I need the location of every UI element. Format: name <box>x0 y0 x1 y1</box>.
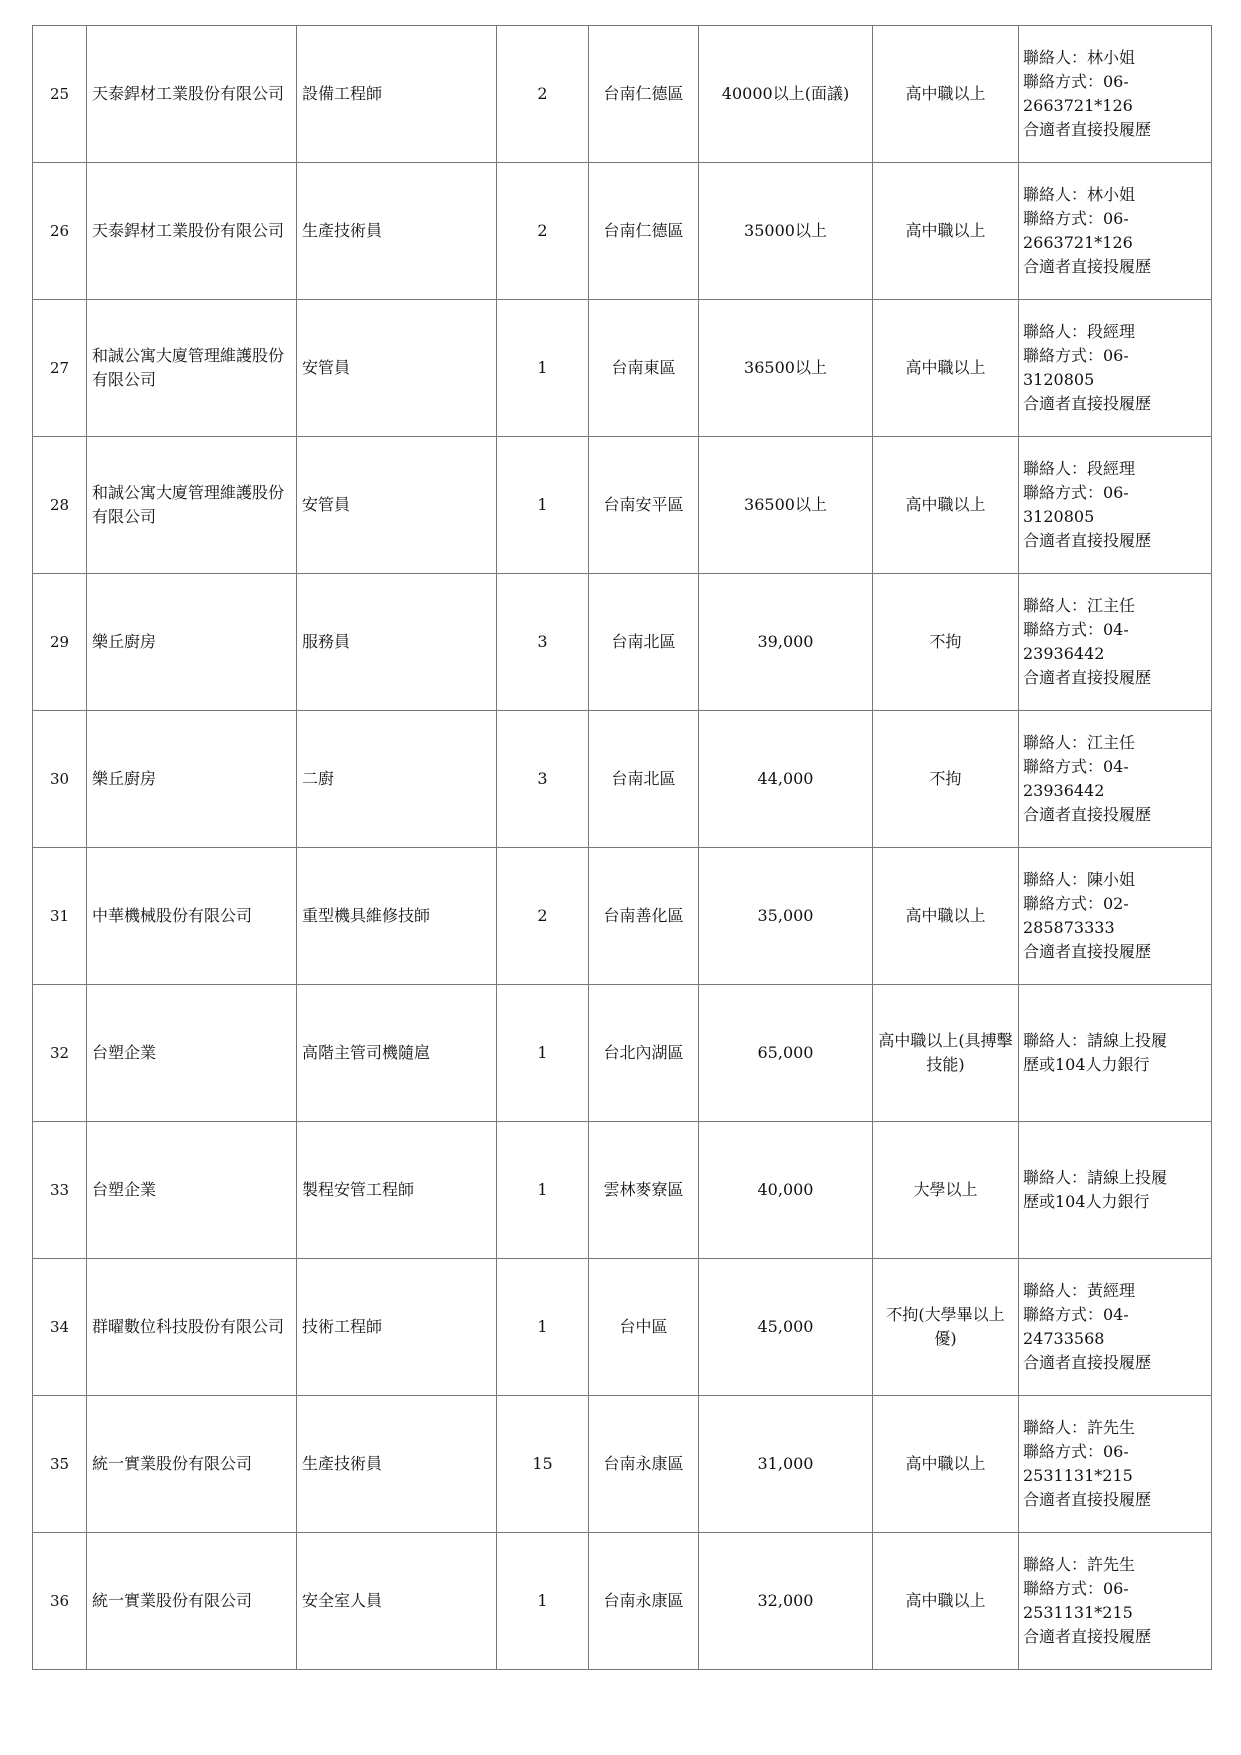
job-title: 技術工程師 <box>297 1259 497 1396</box>
education-requirement: 高中職以上 <box>873 1533 1019 1670</box>
education-requirement: 高中職以上 <box>873 163 1019 300</box>
row-number: 25 <box>33 26 87 163</box>
work-area: 台南善化區 <box>589 848 699 985</box>
headcount: 2 <box>497 848 589 985</box>
job-title: 設備工程師 <box>297 26 497 163</box>
work-area: 台南東區 <box>589 300 699 437</box>
education-requirement: 大學以上 <box>873 1122 1019 1259</box>
company-name: 樂丘廚房 <box>87 574 297 711</box>
contact-line: 聯絡人：江主任 <box>1023 596 1136 615</box>
company-name: 統一實業股份有限公司 <box>87 1396 297 1533</box>
row-number: 34 <box>33 1259 87 1396</box>
table-row <box>33 1533 1212 1670</box>
contact-line: 聯絡方式：04- <box>1023 620 1129 639</box>
work-area: 台南安平區 <box>589 437 699 574</box>
education-requirement: 高中職以上 <box>873 300 1019 437</box>
job-title: 服務員 <box>297 574 497 711</box>
row-number: 29 <box>33 574 87 711</box>
table-row <box>33 848 1212 985</box>
contact-line: 2663721*126 <box>1023 233 1133 252</box>
contact-info <box>1019 26 1212 163</box>
row-number: 35 <box>33 1396 87 1533</box>
contact-line: 3120805 <box>1023 507 1095 526</box>
contact-line: 聯絡人：請線上投履 <box>1023 1031 1168 1050</box>
education-requirement: 高中職以上 <box>873 437 1019 574</box>
table-row <box>33 985 1212 1122</box>
contact-line: 合適者直接投履歷 <box>1023 531 1152 550</box>
work-area: 台南永康區 <box>589 1396 699 1533</box>
table-row <box>33 26 1212 163</box>
salary: 40,000 <box>699 1122 873 1259</box>
salary: 36500以上 <box>699 437 873 574</box>
job-title: 二廚 <box>297 711 497 848</box>
contact-line: 285873333 <box>1023 918 1115 937</box>
table-row <box>33 1396 1212 1533</box>
contact-info <box>1019 1122 1212 1259</box>
salary: 35,000 <box>699 848 873 985</box>
row-number: 33 <box>33 1122 87 1259</box>
table-row <box>33 574 1212 711</box>
contact-line: 聯絡方式：04- <box>1023 1305 1129 1324</box>
work-area: 台南永康區 <box>589 1533 699 1670</box>
row-number: 30 <box>33 711 87 848</box>
contact-line: 聯絡方式：04- <box>1023 757 1129 776</box>
work-area: 台南北區 <box>589 574 699 711</box>
job-title: 安管員 <box>297 300 497 437</box>
contact-info <box>1019 1533 1212 1670</box>
job-title: 製程安管工程師 <box>297 1122 497 1259</box>
contact-line: 聯絡人：許先生 <box>1023 1555 1136 1574</box>
job-title: 生產技術員 <box>297 1396 497 1533</box>
education-requirement: 高中職以上(具搏擊技能) <box>873 985 1019 1122</box>
contact-line: 聯絡方式：06- <box>1023 1579 1129 1598</box>
work-area: 台南北區 <box>589 711 699 848</box>
contact-line: 23936442 <box>1023 781 1105 800</box>
table-row <box>33 711 1212 848</box>
headcount: 1 <box>497 1122 589 1259</box>
contact-info <box>1019 985 1212 1122</box>
contact-info <box>1019 163 1212 300</box>
row-number: 31 <box>33 848 87 985</box>
contact-line: 聯絡方式：06- <box>1023 209 1129 228</box>
job-title: 生產技術員 <box>297 163 497 300</box>
headcount: 2 <box>497 163 589 300</box>
salary: 39,000 <box>699 574 873 711</box>
contact-line: 聯絡方式：06- <box>1023 483 1129 502</box>
salary: 44,000 <box>699 711 873 848</box>
contact-info <box>1019 437 1212 574</box>
salary: 40000以上(面議) <box>699 26 873 163</box>
education-requirement: 不拘 <box>873 711 1019 848</box>
contact-line: 合適者直接投履歷 <box>1023 120 1152 139</box>
row-number: 28 <box>33 437 87 574</box>
contact-line: 聯絡人：林小姐 <box>1023 185 1136 204</box>
contact-line: 聯絡方式：02- <box>1023 894 1129 913</box>
contact-line: 24733568 <box>1023 1329 1105 1348</box>
headcount: 3 <box>497 574 589 711</box>
contact-info <box>1019 848 1212 985</box>
company-name: 天泰銲材工業股份有限公司 <box>87 26 297 163</box>
company-name: 統一實業股份有限公司 <box>87 1533 297 1670</box>
contact-line: 合適者直接投履歷 <box>1023 942 1152 961</box>
company-name: 和誠公寓大廈管理維護股份有限公司 <box>87 300 297 437</box>
contact-line: 2531131*215 <box>1023 1603 1133 1622</box>
education-requirement: 高中職以上 <box>873 1396 1019 1533</box>
salary: 35000以上 <box>699 163 873 300</box>
contact-line: 合適者直接投履歷 <box>1023 668 1152 687</box>
contact-line: 聯絡人：陳小姐 <box>1023 870 1136 889</box>
company-name: 群曜數位科技股份有限公司 <box>87 1259 297 1396</box>
job-title: 高階主管司機隨扈 <box>297 985 497 1122</box>
contact-line: 2663721*126 <box>1023 96 1133 115</box>
contact-line: 2531131*215 <box>1023 1466 1133 1485</box>
contact-line: 聯絡方式：06- <box>1023 72 1129 91</box>
contact-line: 聯絡人：段經理 <box>1023 322 1136 341</box>
contact-line: 合適者直接投履歷 <box>1023 805 1152 824</box>
contact-line: 聯絡人：許先生 <box>1023 1418 1136 1437</box>
contact-line: 合適者直接投履歷 <box>1023 1490 1152 1509</box>
education-requirement: 不拘(大學畢以上優) <box>873 1259 1019 1396</box>
work-area: 雲林麥寮區 <box>589 1122 699 1259</box>
contact-line: 合適者直接投履歷 <box>1023 1353 1152 1372</box>
salary: 45,000 <box>699 1259 873 1396</box>
education-requirement: 高中職以上 <box>873 26 1019 163</box>
education-requirement: 高中職以上 <box>873 848 1019 985</box>
job-title: 重型機具維修技師 <box>297 848 497 985</box>
contact-line: 歷或104人力銀行 <box>1023 1055 1150 1074</box>
work-area: 台南仁德區 <box>589 26 699 163</box>
table-row <box>33 1122 1212 1259</box>
job-listing-table <box>32 25 1212 1670</box>
contact-info <box>1019 711 1212 848</box>
job-title: 安管員 <box>297 437 497 574</box>
company-name: 中華機械股份有限公司 <box>87 848 297 985</box>
job-rows <box>33 26 1212 1670</box>
headcount: 2 <box>497 26 589 163</box>
table-row <box>33 1259 1212 1396</box>
contact-line: 聯絡人：請線上投履 <box>1023 1168 1168 1187</box>
headcount: 1 <box>497 1533 589 1670</box>
contact-info <box>1019 574 1212 711</box>
headcount: 1 <box>497 437 589 574</box>
headcount: 1 <box>497 1259 589 1396</box>
salary: 36500以上 <box>699 300 873 437</box>
table-row <box>33 300 1212 437</box>
row-number: 26 <box>33 163 87 300</box>
headcount: 15 <box>497 1396 589 1533</box>
contact-line: 合適者直接投履歷 <box>1023 257 1152 276</box>
row-number: 36 <box>33 1533 87 1670</box>
headcount: 1 <box>497 300 589 437</box>
contact-line: 23936442 <box>1023 644 1105 663</box>
row-number: 27 <box>33 300 87 437</box>
company-name: 天泰銲材工業股份有限公司 <box>87 163 297 300</box>
contact-line: 合適者直接投履歷 <box>1023 1627 1152 1646</box>
contact-line: 聯絡人：林小姐 <box>1023 48 1136 67</box>
table-row <box>33 163 1212 300</box>
headcount: 3 <box>497 711 589 848</box>
contact-line: 聯絡人：江主任 <box>1023 733 1136 752</box>
job-title: 安全室人員 <box>297 1533 497 1670</box>
company-name: 和誠公寓大廈管理維護股份有限公司 <box>87 437 297 574</box>
salary: 32,000 <box>699 1533 873 1670</box>
work-area: 台南仁德區 <box>589 163 699 300</box>
contact-info <box>1019 1259 1212 1396</box>
table-row <box>33 437 1212 574</box>
contact-line: 合適者直接投履歷 <box>1023 394 1152 413</box>
work-area: 台北內湖區 <box>589 985 699 1122</box>
work-area: 台中區 <box>589 1259 699 1396</box>
education-requirement: 不拘 <box>873 574 1019 711</box>
contact-line: 3120805 <box>1023 370 1095 389</box>
contact-line: 聯絡人：黃經理 <box>1023 1281 1136 1300</box>
contact-line: 聯絡方式：06- <box>1023 346 1129 365</box>
contact-info <box>1019 1396 1212 1533</box>
contact-info <box>1019 300 1212 437</box>
contact-line: 聯絡人：段經理 <box>1023 459 1136 478</box>
salary: 31,000 <box>699 1396 873 1533</box>
contact-line: 聯絡方式：06- <box>1023 1442 1129 1461</box>
salary: 65,000 <box>699 985 873 1122</box>
company-name: 樂丘廚房 <box>87 711 297 848</box>
contact-line: 歷或104人力銀行 <box>1023 1192 1150 1211</box>
company-name: 台塑企業 <box>87 1122 297 1259</box>
headcount: 1 <box>497 985 589 1122</box>
row-number: 32 <box>33 985 87 1122</box>
company-name: 台塑企業 <box>87 985 297 1122</box>
